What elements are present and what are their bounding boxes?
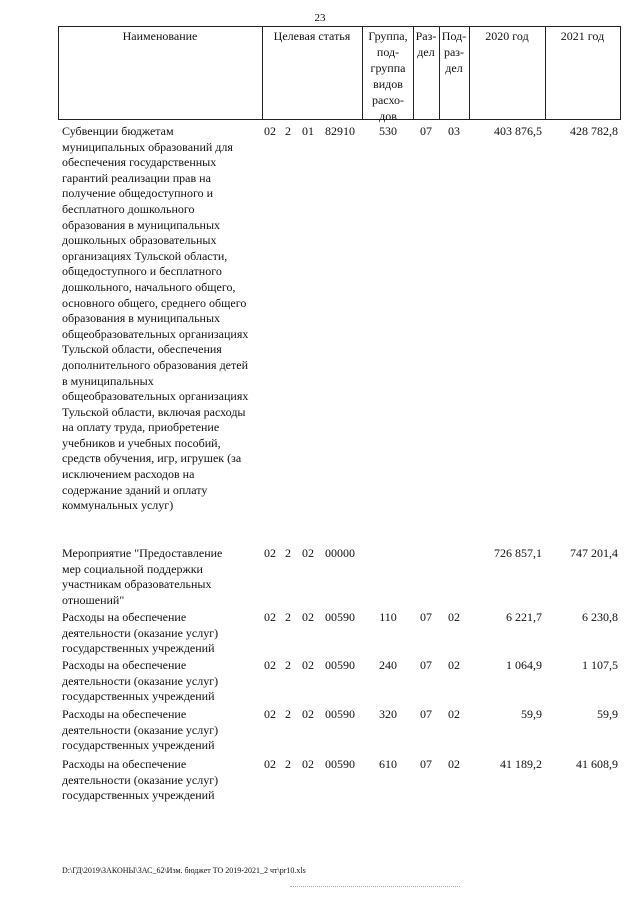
code-program: 02 [264, 610, 276, 624]
header-target: Целевая статья [273, 29, 351, 43]
header-divider [362, 26, 363, 120]
amount-2021: 1 107,5 [582, 658, 618, 672]
code-program: 02 [264, 757, 276, 771]
amount-2021: 428 782,8 [570, 124, 618, 138]
code-program: 02 [264, 707, 276, 721]
code-main-event: 01 [302, 124, 314, 138]
amount-2020: 1 064,9 [506, 658, 542, 672]
scan-artifact-line [290, 886, 460, 888]
code-direction: 00000 [325, 546, 355, 560]
code-main-event: 02 [302, 658, 314, 672]
code-subprogram: 2 [285, 124, 291, 138]
header-section: Раз- дел [415, 29, 437, 59]
code-subprogram: 2 [285, 610, 291, 624]
expense-group: 530 [379, 124, 397, 138]
expense-group: 110 [379, 610, 397, 624]
code-main-event: 02 [302, 757, 314, 771]
code-program: 02 [264, 124, 276, 138]
code-subprogram: 2 [285, 658, 291, 672]
header-name: Наименование [122, 29, 198, 43]
section-code: 07 [420, 658, 432, 672]
amount-2021: 747 201,4 [570, 546, 618, 560]
row-name: Расходы на обеспечение деятельности (оказание услуг) государственных учреждений [62, 757, 219, 803]
code-direction: 00590 [325, 707, 355, 721]
code-main-event: 02 [302, 610, 314, 624]
section-code: 07 [420, 707, 432, 721]
amount-2021: 6 230,8 [582, 610, 618, 624]
code-program: 02 [264, 546, 276, 560]
page-number: 23 [314, 12, 326, 24]
row-name: Субвенции бюджетам муниципальных образований для обеспечения государственных гарантий реализации прав на получение общедоступного и бесплатного дошкольного образования в муниципальных дошкольных образовательных организациях Тульской области, общедоступного и бесплатного дошкольного, начального общего, основного общего, среднего общего образования в муниципальных общеобразовательных организациях Тульской области, обеспечения дополнительного образования детей в муниципальных общеобразовательных организациях Тульской области, включая расходы на оплату труда, приобретение учебников и учебных пособий, средств обучения, игр, игрушек (за исключением расходов на содержание зданий и оплату коммунальных услуг) [62, 124, 249, 513]
expense-group: 610 [379, 757, 397, 771]
header-year-2021: 2021 год [560, 29, 605, 43]
code-subprogram: 2 [285, 707, 291, 721]
code-direction: 00590 [325, 757, 355, 771]
subsection-code: 03 [448, 124, 460, 138]
code-direction: 00590 [325, 658, 355, 672]
row-name: Мероприятие "Предоставление мер социальной поддержки участникам образовательных отношений" [62, 546, 223, 607]
code-program: 02 [264, 658, 276, 672]
section-code: 07 [420, 610, 432, 624]
code-main-event: 02 [302, 707, 314, 721]
code-subprogram: 2 [285, 546, 291, 560]
section-code: 07 [420, 124, 432, 138]
expense-group: 240 [379, 658, 397, 672]
header-divider [620, 26, 621, 120]
expense-group: 320 [379, 707, 397, 721]
code-direction: 82910 [325, 124, 355, 138]
amount-2020: 403 876,5 [494, 124, 542, 138]
code-direction: 00590 [325, 610, 355, 624]
code-main-event: 02 [302, 546, 314, 560]
footer-file-path: D:\ГД\2019\ЗАКОНЫ\ЗАС_62\Изм. бюджет ТО 2019-2021_2 чт\pr10.xls [62, 866, 306, 875]
header-year-2020: 2020 год [485, 29, 529, 43]
section-code: 07 [420, 757, 432, 771]
row-name: Расходы на обеспечение деятельности (оказание услуг) государственных учреждений [62, 610, 219, 656]
subsection-code: 02 [448, 610, 460, 624]
header-subsection: Под- раз- дел [441, 29, 467, 75]
amount-2020: 59,9 [521, 707, 542, 721]
amount-2021: 59,9 [597, 707, 618, 721]
subsection-code: 02 [448, 707, 460, 721]
amount-2020: 41 189,2 [500, 757, 542, 771]
amount-2021: 41 608,9 [576, 757, 618, 771]
amount-2020: 6 221,7 [506, 610, 542, 624]
header-group: Группа, под- группа видов расхо- дов [368, 29, 408, 123]
subsection-code: 02 [448, 658, 460, 672]
row-name: Расходы на обеспечение деятельности (оказание услуг) государственных учреждений [62, 707, 219, 753]
code-subprogram: 2 [285, 757, 291, 771]
amount-2020: 726 857,1 [494, 546, 542, 560]
row-name: Расходы на обеспечение деятельности (оказание услуг) государственных учреждений [62, 658, 219, 704]
subsection-code: 02 [448, 757, 460, 771]
